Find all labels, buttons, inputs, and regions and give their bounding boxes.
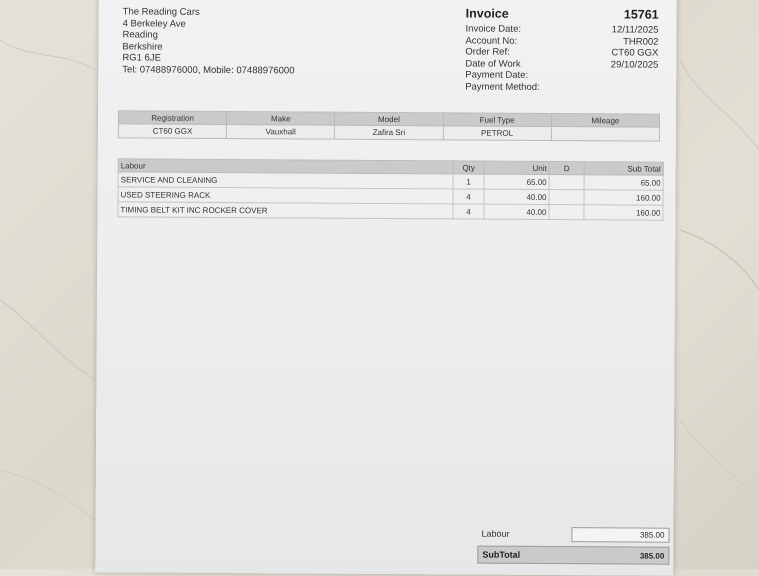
- labour-col-desc: Labour: [118, 159, 453, 174]
- meta-value: THR002: [623, 36, 658, 48]
- labour-d: [549, 174, 584, 189]
- labour-qty: 1: [453, 174, 484, 189]
- company-address: [122, 6, 295, 76]
- vehicle-fuel-type: PETROL: [443, 126, 551, 141]
- meta-label: Date of Work: [465, 58, 520, 70]
- labour-total-value: 385.00: [571, 527, 669, 543]
- invoice-meta: [465, 23, 658, 93]
- meta-value: 12/11/2025: [612, 24, 659, 36]
- vehicle-table: [118, 110, 660, 141]
- labour-subtotal: 65.00: [584, 175, 663, 190]
- labour-qty: 4: [453, 189, 484, 204]
- vehicle-mileage: [551, 127, 659, 142]
- company-county: Berkshire: [122, 41, 294, 54]
- company-street: 4 Berkeley Ave: [123, 18, 295, 31]
- labour-unit: 40.00: [484, 204, 549, 219]
- company-phone: Tel: 07488976000, Mobile: 07488976000: [122, 64, 294, 77]
- vehicle-col-make: Make: [227, 112, 335, 126]
- labour-table: [117, 158, 663, 220]
- meta-row-payment-method: [465, 81, 658, 94]
- meta-value: 29/10/2025: [611, 59, 659, 71]
- subtotal-label: SubTotal: [478, 550, 572, 561]
- meta-label: Payment Date:: [465, 69, 528, 81]
- vehicle-model: Zafira Sri: [335, 125, 443, 140]
- labour-col-d: D: [549, 161, 584, 174]
- company-name: The Reading Cars: [123, 6, 295, 19]
- invoice-number: 15761: [624, 7, 659, 21]
- labour-unit: 65.00: [484, 174, 549, 189]
- labour-col-unit: Unit: [484, 161, 549, 174]
- labour-unit: 40.00: [484, 189, 549, 204]
- meta-label: Account No:: [465, 35, 517, 47]
- labour-d: [549, 189, 584, 204]
- meta-value: CT60 GGX: [611, 47, 658, 59]
- vehicle-col-registration: Registration: [118, 111, 226, 125]
- labour-total-label: Labour: [477, 529, 571, 540]
- vehicle-registration: CT60 GGX: [118, 124, 226, 139]
- labour-d: [549, 204, 584, 219]
- labour-subtotal: 160.00: [584, 190, 663, 205]
- company-postcode: RG1 6JE: [122, 52, 294, 65]
- vehicle-col-model: Model: [335, 112, 443, 126]
- company-city: Reading: [122, 29, 294, 42]
- invoice-document: [95, 0, 677, 576]
- labour-desc: USED STEERING RACK: [118, 187, 453, 204]
- labour-col-qty: Qty: [453, 161, 484, 174]
- subtotal-value: 385.00: [572, 551, 668, 561]
- table-row: [118, 202, 663, 220]
- labour-subtotal: 160.00: [584, 205, 663, 220]
- labour-desc: TIMING BELT KIT INC ROCKER COVER: [118, 202, 453, 219]
- vehicle-make: Vauxhall: [227, 125, 335, 140]
- meta-label: Payment Method:: [465, 81, 540, 93]
- vehicle-col-fuel-type: Fuel Type: [443, 113, 551, 127]
- labour-desc: SERVICE AND CLEANING: [118, 172, 453, 189]
- labour-qty: 4: [453, 204, 484, 219]
- vehicle-value-row: [118, 124, 659, 141]
- totals-block: [477, 525, 669, 565]
- vehicle-col-mileage: Mileage: [551, 114, 659, 128]
- subtotal-row: [477, 546, 669, 565]
- labour-col-subtotal: Sub Total: [584, 162, 663, 175]
- meta-label: Invoice Date:: [466, 23, 522, 35]
- meta-label: Order Ref:: [465, 46, 509, 58]
- labour-total-row: [477, 525, 669, 544]
- invoice-title: Invoice: [466, 6, 509, 20]
